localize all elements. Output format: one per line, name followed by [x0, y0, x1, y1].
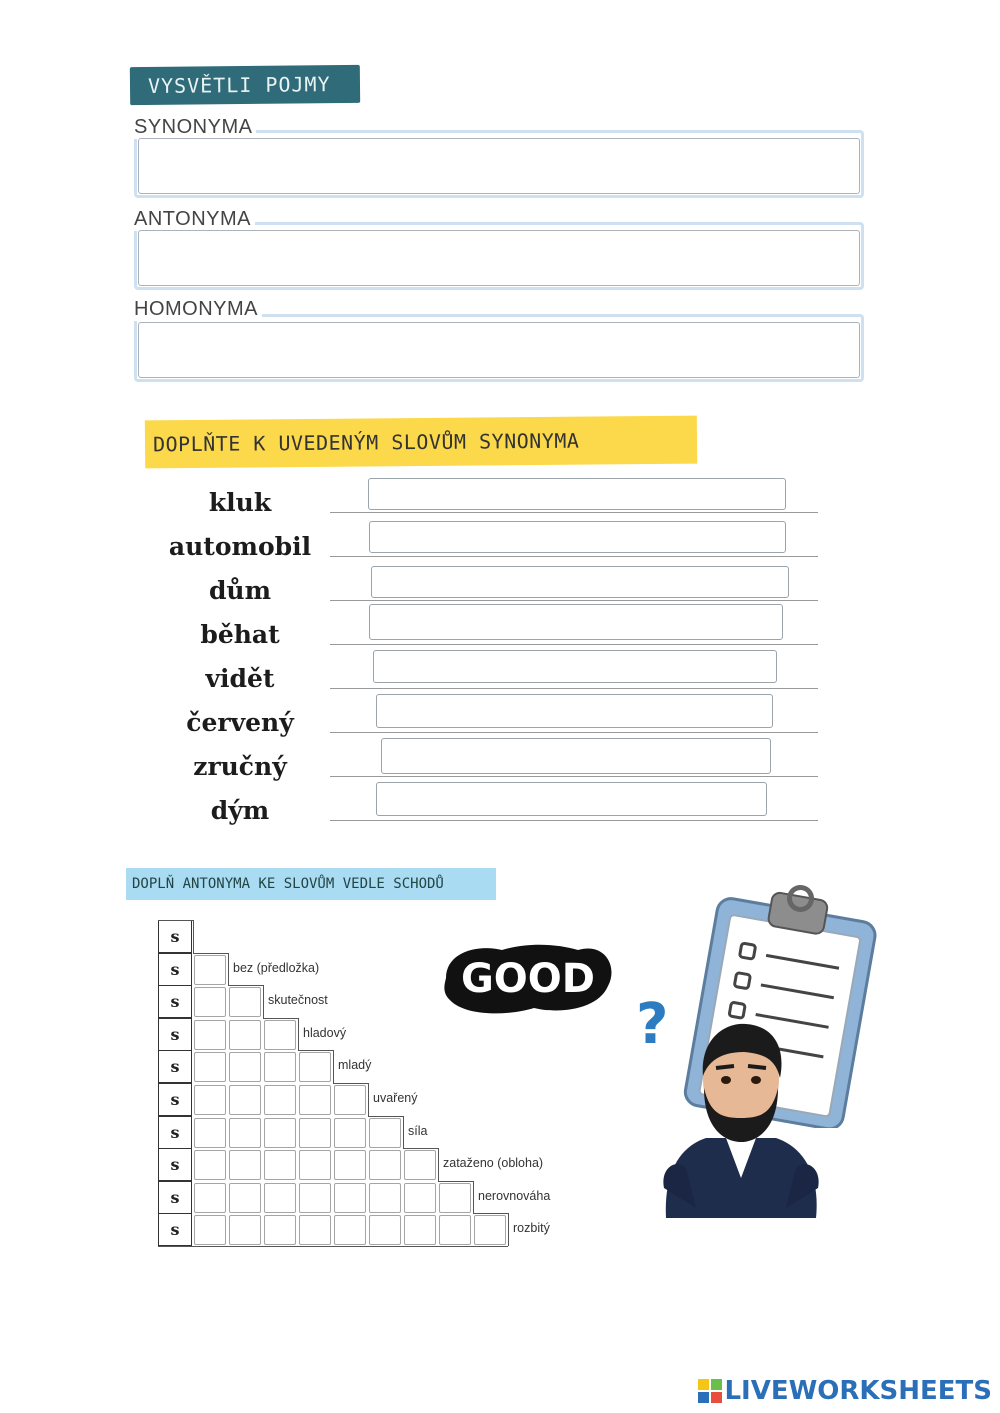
stair-letter-cell[interactable]	[334, 1118, 366, 1148]
stair-letter-cell[interactable]	[404, 1150, 436, 1180]
stair-letter-cell[interactable]	[229, 1215, 261, 1245]
stair-outline	[508, 1213, 509, 1246]
stair-letter-cell[interactable]	[299, 1052, 331, 1082]
answer-line	[330, 512, 818, 513]
stair-letter-cell[interactable]	[369, 1215, 401, 1245]
stair-clue-label: uvařený	[373, 1091, 418, 1105]
stair-letter-cell[interactable]	[264, 1215, 296, 1245]
stair-letter-cell[interactable]	[194, 1020, 226, 1050]
stair-clue-label: síla	[408, 1123, 428, 1138]
stair-outline	[193, 920, 194, 953]
word-dum: dům	[208, 576, 272, 605]
stair-letter-cell[interactable]	[299, 1183, 331, 1213]
stair-outline	[193, 953, 228, 954]
synonym-input-cerveny[interactable]	[376, 694, 773, 728]
synonym-input-behat[interactable]	[369, 604, 783, 640]
synonym-input-dym[interactable]	[376, 782, 767, 816]
stair-clue-label: skutečnost	[268, 993, 328, 1008]
stair-outline	[438, 1181, 473, 1182]
homonyma-input[interactable]	[138, 322, 860, 378]
synonym-input-kluk[interactable]	[368, 478, 786, 510]
stair-letter-cell[interactable]	[404, 1183, 436, 1213]
stair-letter-cell[interactable]	[194, 955, 226, 985]
stair-outline	[158, 1246, 508, 1247]
synonym-input-videt[interactable]	[373, 650, 777, 683]
stair-outline	[298, 1050, 333, 1051]
stair-letter-cell[interactable]	[334, 1183, 366, 1213]
stair-letter-cell[interactable]	[229, 987, 261, 1017]
stair-letter-cell[interactable]	[229, 1052, 261, 1082]
stair-start-letter: s	[158, 1181, 192, 1214]
synonym-input-zrucny[interactable]	[381, 738, 771, 774]
stair-letter-cell[interactable]	[439, 1183, 471, 1213]
stair-letter-cell[interactable]	[334, 1215, 366, 1245]
stair-letter-cell[interactable]	[194, 987, 226, 1017]
stair-letter-cell[interactable]	[334, 1085, 366, 1115]
answer-line	[330, 688, 818, 689]
homonyma-label: HOMONYMA	[134, 298, 262, 321]
stair-clue-label: rozbitý	[513, 1221, 550, 1236]
stair-letter-cell[interactable]	[229, 1085, 261, 1115]
antonyma-label: ANTONYMA	[134, 208, 255, 231]
stair-letter-cell[interactable]	[369, 1118, 401, 1148]
synonyma-input[interactable]	[138, 138, 860, 194]
word-dym: dým	[210, 796, 270, 825]
stair-letter-cell[interactable]	[299, 1118, 331, 1148]
synonym-input-dum[interactable]	[371, 566, 789, 598]
stair-letter-cell[interactable]	[474, 1215, 506, 1245]
answer-line	[330, 644, 818, 645]
good-graffiti	[438, 938, 618, 1022]
stair-letter-cell[interactable]	[369, 1183, 401, 1213]
section1-title: VYSVĚTLI POJMY	[130, 65, 360, 105]
stair-letter-cell[interactable]	[229, 1020, 261, 1050]
stair-outline	[263, 1018, 298, 1019]
word-kluk: kluk	[208, 488, 272, 517]
stair-letter-cell[interactable]	[194, 1118, 226, 1148]
word-cerveny: červený	[186, 708, 294, 737]
stair-letter-cell[interactable]	[264, 1052, 296, 1082]
stair-letter-cell[interactable]	[299, 1085, 331, 1115]
stair-outline	[158, 920, 193, 921]
stair-letter-cell[interactable]	[264, 1085, 296, 1115]
stair-letter-cell[interactable]	[439, 1215, 471, 1245]
answer-line	[330, 732, 818, 733]
stair-start-letter: s	[158, 920, 192, 953]
synonym-input-automobil[interactable]	[369, 521, 786, 553]
stair-clue-label: zataženo (obloha)	[443, 1156, 544, 1171]
word-zrucny: zručný	[193, 752, 287, 781]
stair-letter-cell[interactable]	[194, 1150, 226, 1180]
stair-letter-cell[interactable]	[229, 1150, 261, 1180]
stair-outline	[298, 1018, 299, 1051]
stair-start-letter: s	[158, 1148, 192, 1181]
answer-line	[330, 600, 818, 601]
stair-start-letter: s	[158, 985, 192, 1018]
stair-letter-cell[interactable]	[194, 1052, 226, 1082]
liveworksheets-logo[interactable]	[698, 1376, 992, 1406]
stair-letter-cell[interactable]	[229, 1183, 261, 1213]
stair-start-letter: s	[158, 1050, 192, 1083]
stair-start-letter: s	[158, 1018, 192, 1051]
stair-start-letter: s	[158, 1213, 192, 1246]
stair-letter-cell[interactable]	[229, 1118, 261, 1148]
stair-letter-cell[interactable]	[404, 1215, 436, 1245]
question-mark-icon: ?	[636, 992, 669, 1057]
word-videt: vidět	[205, 664, 275, 693]
good-graffiti-drawing	[438, 938, 618, 1018]
stair-letter-cell[interactable]	[264, 1183, 296, 1213]
stair-outline	[473, 1181, 474, 1214]
stair-clue-label: hladový	[303, 1025, 347, 1040]
stair-letter-cell[interactable]	[264, 1118, 296, 1148]
stair-outline	[333, 1083, 368, 1084]
stair-outline	[368, 1116, 403, 1117]
stair-letter-cell[interactable]	[299, 1215, 331, 1245]
stair-outline	[403, 1116, 404, 1149]
section3-title: DOPLŇ ANTONYMA KE SLOVŮM VEDLE SCHODŮ	[126, 868, 496, 900]
stair-start-letter: s	[158, 1116, 192, 1149]
answer-line	[330, 820, 818, 821]
good-text: GOOD	[460, 956, 596, 1002]
stair-outline	[473, 1213, 508, 1214]
word-behat: běhat	[200, 620, 280, 649]
stair-letter-cell[interactable]	[264, 1020, 296, 1050]
stair-outline	[228, 985, 263, 986]
stair-outline	[368, 1083, 369, 1116]
stair-clue-label: mladý	[338, 1058, 372, 1073]
stair-outline	[228, 953, 229, 986]
stair-letter-cell[interactable]	[369, 1150, 401, 1180]
stair-clue-label: nerovnováha	[478, 1188, 551, 1203]
stair-start-letter: s	[158, 953, 192, 986]
synonyma-label: SYNONYMA	[134, 116, 256, 139]
stair-outline	[403, 1148, 438, 1149]
answer-line	[330, 776, 818, 777]
stair-letter-cell[interactable]	[194, 1085, 226, 1115]
stair-outline	[333, 1050, 334, 1083]
stair-letter-cell[interactable]	[299, 1150, 331, 1180]
stair-letter-cell[interactable]	[194, 1215, 226, 1245]
liveworksheets-logo-icon	[698, 1379, 722, 1403]
section2-title: DOPLŇTE K UVEDENÝM SLOVŮM SYNONYMA	[145, 416, 697, 469]
antonyma-input[interactable]	[138, 230, 860, 286]
stair-letter-cell[interactable]	[194, 1183, 226, 1213]
stair-outline	[263, 985, 264, 1018]
stair-clue-label: bez (předložka)	[233, 960, 320, 975]
answer-line	[330, 556, 818, 557]
stair-letter-cell[interactable]	[334, 1150, 366, 1180]
word-automobil: automobil	[168, 532, 312, 561]
stair-letter-cell[interactable]	[264, 1150, 296, 1180]
liveworksheets-logo-text: LIVEWORKSHEETS	[724, 1376, 992, 1406]
stair-start-letter: s	[158, 1083, 192, 1116]
stair-outline	[438, 1148, 439, 1181]
avatar-man-icon	[656, 1018, 826, 1218]
